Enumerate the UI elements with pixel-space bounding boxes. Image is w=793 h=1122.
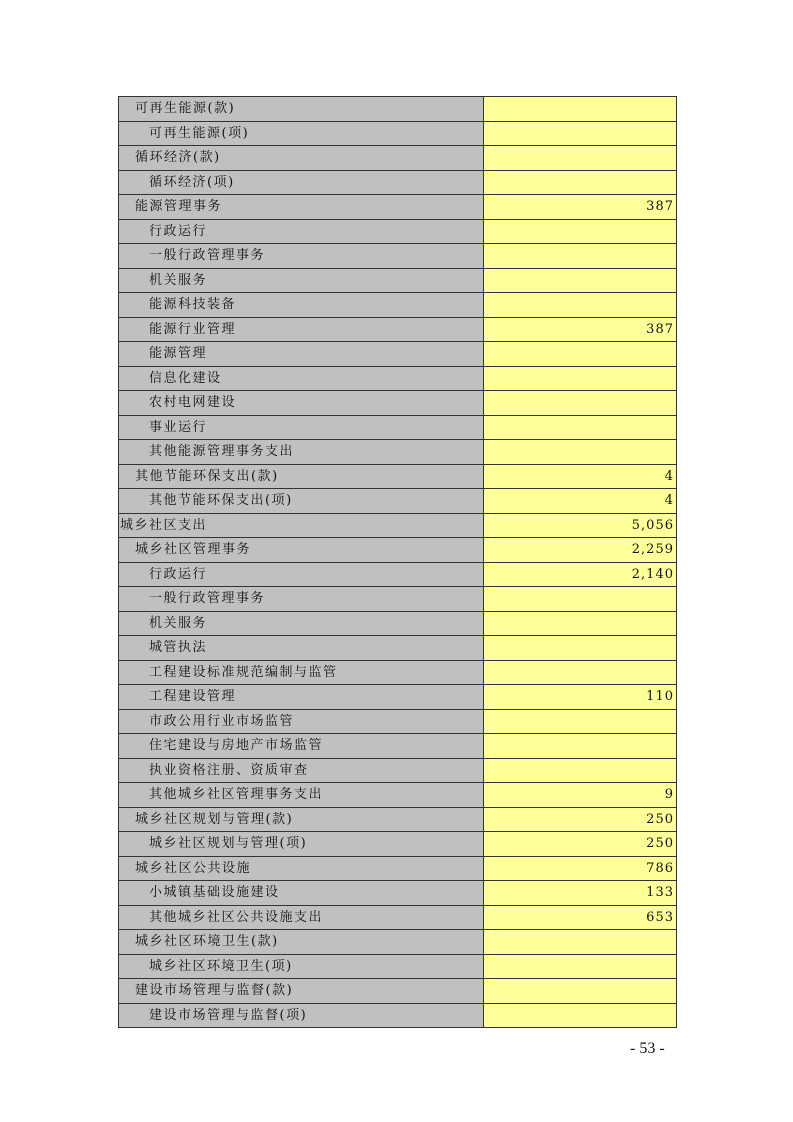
row-item-name: 循环经济(款) bbox=[119, 146, 484, 171]
row-item-name: 循环经济(项) bbox=[119, 170, 484, 195]
table-row bbox=[119, 440, 677, 465]
table-row bbox=[119, 342, 677, 367]
row-item-value: 387 bbox=[484, 317, 677, 342]
table-row bbox=[119, 415, 677, 440]
row-item-name: 住宅建设与房地产市场监管 bbox=[119, 734, 484, 759]
row-item-name: 其他城乡社区管理事务支出 bbox=[119, 783, 484, 808]
row-item-name: 行政运行 bbox=[119, 562, 484, 587]
row-item-value bbox=[484, 636, 677, 661]
row-item-name: 可再生能源(款) bbox=[119, 97, 484, 122]
table-row bbox=[119, 317, 677, 342]
table-row bbox=[119, 709, 677, 734]
row-item-value bbox=[484, 1003, 677, 1028]
row-item-value bbox=[484, 734, 677, 759]
row-item-value bbox=[484, 391, 677, 416]
table-row bbox=[119, 758, 677, 783]
table-row bbox=[119, 930, 677, 955]
row-item-value bbox=[484, 146, 677, 171]
table-row bbox=[119, 464, 677, 489]
row-item-name: 机关服务 bbox=[119, 611, 484, 636]
row-item-name: 其他城乡社区公共设施支出 bbox=[119, 905, 484, 930]
table-row bbox=[119, 611, 677, 636]
row-item-value: 2,259 bbox=[484, 538, 677, 563]
row-item-name: 事业运行 bbox=[119, 415, 484, 440]
row-item-name: 城乡社区支出 bbox=[119, 513, 484, 538]
row-item-value bbox=[484, 660, 677, 685]
row-item-value bbox=[484, 709, 677, 734]
row-item-value bbox=[484, 268, 677, 293]
row-item-name: 城乡社区规划与管理(项) bbox=[119, 832, 484, 857]
table-row bbox=[119, 954, 677, 979]
row-item-name: 工程建设管理 bbox=[119, 685, 484, 710]
row-item-name: 执业资格注册、资质审查 bbox=[119, 758, 484, 783]
table-row bbox=[119, 979, 677, 1004]
row-item-name: 工程建设标准规范编制与监管 bbox=[119, 660, 484, 685]
row-item-value: 250 bbox=[484, 832, 677, 857]
row-item-name: 一般行政管理事务 bbox=[119, 587, 484, 612]
row-item-name: 能源科技装备 bbox=[119, 293, 484, 318]
table-row bbox=[119, 244, 677, 269]
row-item-name: 能源行业管理 bbox=[119, 317, 484, 342]
table-row bbox=[119, 881, 677, 906]
table-row bbox=[119, 832, 677, 857]
table-row bbox=[119, 562, 677, 587]
row-item-value: 110 bbox=[484, 685, 677, 710]
table-row bbox=[119, 170, 677, 195]
page-number: - 53 - bbox=[630, 1040, 665, 1057]
row-item-name: 城乡社区环境卫生(项) bbox=[119, 954, 484, 979]
row-item-name: 行政运行 bbox=[119, 219, 484, 244]
budget-table bbox=[118, 96, 677, 1028]
budget-table-body bbox=[119, 97, 677, 1028]
row-item-value: 2,140 bbox=[484, 562, 677, 587]
table-row bbox=[119, 856, 677, 881]
row-item-value bbox=[484, 415, 677, 440]
table-row bbox=[119, 1003, 677, 1028]
table-row bbox=[119, 97, 677, 122]
table-row bbox=[119, 366, 677, 391]
table-row bbox=[119, 268, 677, 293]
row-item-name: 城乡社区环境卫生(款) bbox=[119, 930, 484, 955]
row-item-name: 建设市场管理与监督(项) bbox=[119, 1003, 484, 1028]
table-row bbox=[119, 489, 677, 514]
row-item-value bbox=[484, 440, 677, 465]
table-row bbox=[119, 513, 677, 538]
table-row bbox=[119, 636, 677, 661]
row-item-name: 能源管理事务 bbox=[119, 195, 484, 220]
table-row bbox=[119, 587, 677, 612]
row-item-value: 653 bbox=[484, 905, 677, 930]
row-item-value bbox=[484, 244, 677, 269]
row-item-value bbox=[484, 611, 677, 636]
row-item-value bbox=[484, 121, 677, 146]
row-item-value: 387 bbox=[484, 195, 677, 220]
row-item-value bbox=[484, 293, 677, 318]
row-item-name: 能源管理 bbox=[119, 342, 484, 367]
row-item-name: 城乡社区公共设施 bbox=[119, 856, 484, 881]
table-row bbox=[119, 219, 677, 244]
row-item-value bbox=[484, 97, 677, 122]
row-item-name: 机关服务 bbox=[119, 268, 484, 293]
table-row bbox=[119, 146, 677, 171]
table-row bbox=[119, 391, 677, 416]
table-row bbox=[119, 660, 677, 685]
table-row bbox=[119, 685, 677, 710]
row-item-name: 农村电网建设 bbox=[119, 391, 484, 416]
table-row bbox=[119, 293, 677, 318]
row-item-name: 信息化建设 bbox=[119, 366, 484, 391]
row-item-name: 其他节能环保支出(项) bbox=[119, 489, 484, 514]
row-item-value: 5,056 bbox=[484, 513, 677, 538]
row-item-name: 城乡社区管理事务 bbox=[119, 538, 484, 563]
table-row bbox=[119, 783, 677, 808]
row-item-value bbox=[484, 954, 677, 979]
row-item-name: 其他节能环保支出(款) bbox=[119, 464, 484, 489]
row-item-value bbox=[484, 170, 677, 195]
table-row bbox=[119, 807, 677, 832]
row-item-name: 建设市场管理与监督(款) bbox=[119, 979, 484, 1004]
row-item-value bbox=[484, 342, 677, 367]
row-item-name: 城乡社区规划与管理(款) bbox=[119, 807, 484, 832]
row-item-value bbox=[484, 758, 677, 783]
row-item-name: 可再生能源(项) bbox=[119, 121, 484, 146]
row-item-value: 250 bbox=[484, 807, 677, 832]
table-row bbox=[119, 195, 677, 220]
row-item-name: 市政公用行业市场监管 bbox=[119, 709, 484, 734]
row-item-name: 小城镇基础设施建设 bbox=[119, 881, 484, 906]
row-item-name: 城管执法 bbox=[119, 636, 484, 661]
table-row bbox=[119, 121, 677, 146]
row-item-value bbox=[484, 587, 677, 612]
table-row bbox=[119, 734, 677, 759]
row-item-value bbox=[484, 930, 677, 955]
table-row bbox=[119, 905, 677, 930]
row-item-value: 9 bbox=[484, 783, 677, 808]
row-item-value: 133 bbox=[484, 881, 677, 906]
row-item-name: 一般行政管理事务 bbox=[119, 244, 484, 269]
row-item-value bbox=[484, 366, 677, 391]
row-item-name: 其他能源管理事务支出 bbox=[119, 440, 484, 465]
row-item-value: 786 bbox=[484, 856, 677, 881]
row-item-value: 4 bbox=[484, 489, 677, 514]
row-item-value: 4 bbox=[484, 464, 677, 489]
row-item-value bbox=[484, 219, 677, 244]
row-item-value bbox=[484, 979, 677, 1004]
table-row bbox=[119, 538, 677, 563]
